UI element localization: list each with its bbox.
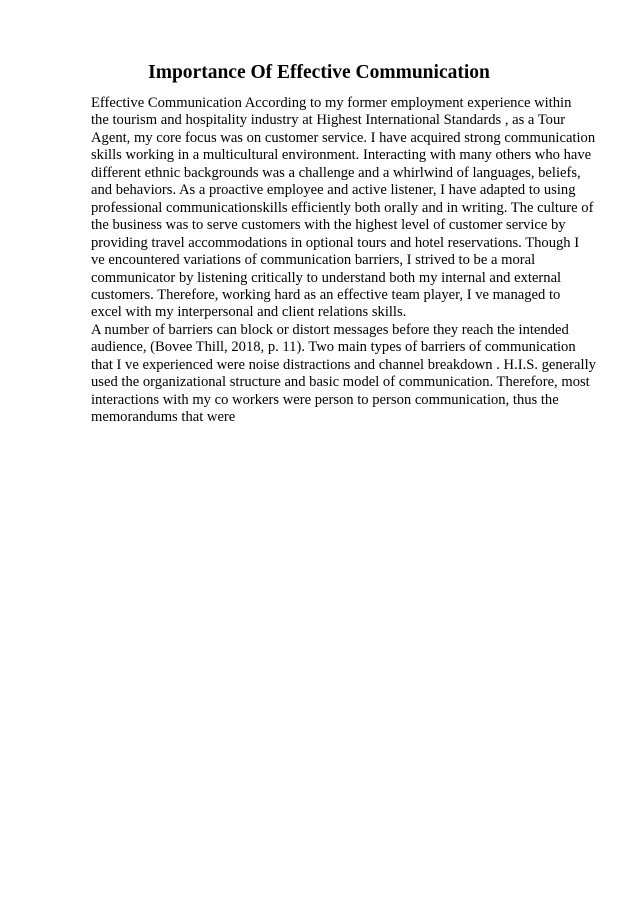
text-line: A number of barriers can block or distort messages before they reach the intended xyxy=(91,321,569,338)
text-line: the business was to serve customers with the highest level of customer service by xyxy=(91,217,566,234)
text-line: professional communicationskills efficiently both orally and in writing. The culture of xyxy=(91,199,594,216)
text-line: excel with my interpersonal and client relations skills. xyxy=(91,304,407,321)
text-line: ve encountered variations of communication barriers, I strived to be a moral xyxy=(91,252,536,269)
text-line: audience, (Bovee Thill, 2018, p. 11). Two main types of barriers of communication xyxy=(91,339,576,356)
text-line: providing travel accommodations in optional tours and hotel reservations. Though I xyxy=(91,234,580,251)
text-line: communicator by listening critically to understand both my internal and external xyxy=(91,269,562,286)
document-title: Importance Of Effective Communication xyxy=(148,62,490,83)
text-line: customers. Therefore, working hard as an effective team player, I ve managed to xyxy=(91,286,561,303)
text-line: and behaviors. As a proactive employee and active listener, I have adapted to using xyxy=(91,182,576,199)
document-body xyxy=(91,95,601,427)
text-line: skills working in a multicultural environment. Interacting with many others who have xyxy=(91,147,592,164)
text-line: the tourism and hospitality industry at Highest International Standards , as a Tour xyxy=(91,112,566,129)
text-line: memorandums that were xyxy=(91,409,236,426)
text-line: Effective Communication According to my former employment experience within xyxy=(91,95,572,111)
text-line: that I ve experienced were noise distractions and channel breakdown . H.I.S. generally xyxy=(91,356,596,373)
text-line: interactions with my co workers were person to person communication, thus the xyxy=(91,391,559,408)
text-line: different ethnic backgrounds was a challenge and a whirlwind of languages, beliefs, xyxy=(91,164,581,181)
text-line: Agent, my core focus was on customer service. I have acquired strong communication xyxy=(91,129,596,146)
text-line: used the organizational structure and basic model of communication. Therefore, most xyxy=(91,374,590,391)
